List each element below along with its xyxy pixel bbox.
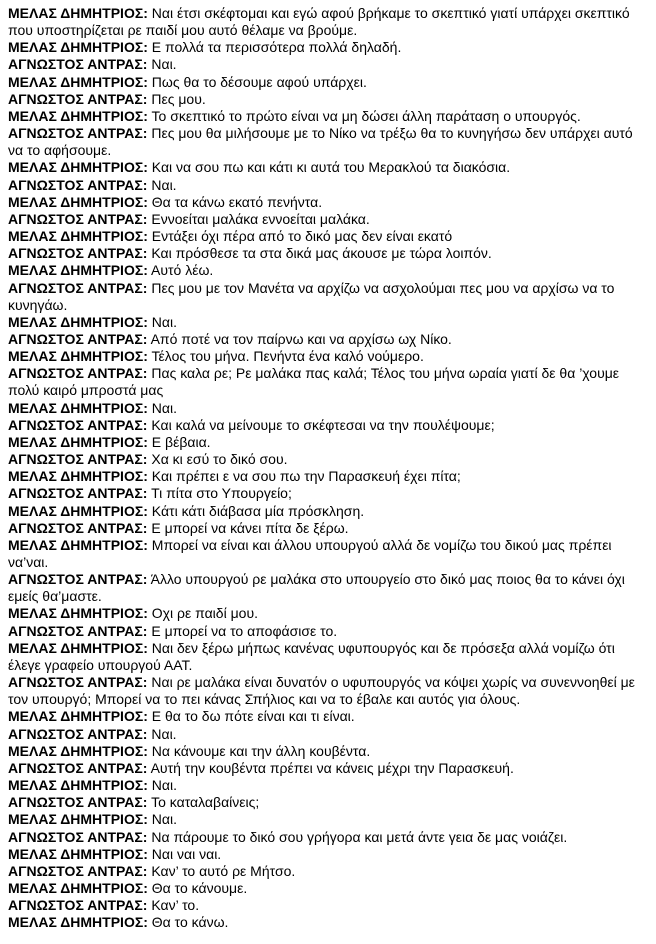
utterance-text: Ναι. [151, 176, 177, 193]
utterance-speaker: ΑΓΝΩΣΤΟΣ ΑΝΤΡΑΣ: [8, 125, 148, 142]
utterance [8, 159, 647, 176]
utterance-text: Θα το κάνω. [151, 914, 229, 931]
utterance [8, 777, 647, 794]
utterance [8, 348, 647, 365]
utterance-text: Μπορεί να είναι και άλλου υπουργού αλλά δε νομίζω του δικού μας πρέπει να’ναι. [8, 536, 612, 570]
utterance-speaker: ΜΕΛΑΣ ΔΗΜΗΤΡΙΟΣ: [8, 502, 148, 519]
utterance-text: Ε μπορεί να κάνει πίτα δε ξέρω. [151, 519, 349, 536]
utterance-speaker: ΑΓΝΩΣΤΟΣ ΑΝΤΡΑΣ: [8, 330, 148, 347]
utterance [8, 5, 647, 39]
utterance-text: Πως θα το δέσουμε αφού υπάρχει. [151, 73, 367, 90]
utterance-text: Ναι. [151, 811, 178, 828]
utterance-speaker: ΑΓΝΩΣΤΟΣ ΑΝΤΡΑΣ: [8, 622, 148, 639]
utterance-speaker: ΜΕΛΑΣ ΔΗΜΗΤΡΙΟΣ: [8, 228, 148, 245]
utterance-text: Ναι. [151, 777, 178, 794]
utterance [8, 623, 647, 640]
utterance-speaker: ΑΓΝΩΣΤΟΣ ΑΝΤΡΑΣ: [8, 485, 148, 502]
utterance-text: Χα κι εσύ το δικό σου. [151, 451, 288, 468]
utterance-text: Εννοείται μαλάκα εννοείται μαλάκα. [151, 210, 370, 227]
utterance [8, 880, 647, 897]
utterance-speaker: ΑΓΝΩΣΤΟΣ ΑΝΤΡΑΣ: [8, 828, 148, 845]
utterance-text: Ε μπορεί να το αποφάσισε το. [151, 622, 338, 639]
utterance-speaker: ΜΕΛΑΣ ΔΗΜΗΤΡΙΟΣ: [8, 107, 148, 124]
utterance [8, 177, 647, 194]
utterance-text: Θα το κάνουμε. [151, 879, 248, 896]
utterance-text: Ναι. [151, 313, 178, 330]
utterance-speaker: ΜΕΛΑΣ ΔΗΜΗΤΡΙΟΣ: [8, 605, 148, 622]
utterance [8, 520, 647, 537]
utterance [8, 39, 647, 56]
utterance-speaker: ΜΕΛΑΣ ΔΗΜΗΤΡΙΟΣ: [8, 313, 148, 330]
utterance-text: Και πρόσθεσε τα στα δικά μας άκουσε με τώρα λοιπόν. [151, 245, 492, 262]
utterance [8, 331, 647, 348]
utterance-speaker: ΑΓΝΩΣΤΟΣ ΑΝΤΡΑΣ: [8, 862, 148, 879]
utterance-text: Ε πολλά τα περισσότερα πολλά δηλαδή. [151, 39, 402, 56]
utterance-speaker: ΑΓΝΩΣΤΟΣ ΑΝΤΡΑΣ: [8, 176, 148, 193]
utterance-speaker: ΜΕΛΑΣ ΔΗΜΗΤΡΙΟΣ: [8, 742, 148, 759]
utterance-speaker: ΜΕΛΑΣ ΔΗΜΗΤΡΙΟΣ: [8, 348, 148, 365]
utterance-text: Τι πίτα στο Υπουργείο; [151, 485, 292, 502]
utterance-speaker: ΑΓΝΩΣΤΟΣ ΑΝΤΡΑΣ: [8, 416, 148, 433]
utterance-text: Το σκεπτικό το πρώτο είναι να μη δώσει άλλη παράταση ο υπουργός. [151, 107, 581, 124]
utterance [8, 262, 647, 279]
utterance-speaker: ΜΕΛΑΣ ΔΗΜΗΤΡΙΟΣ: [8, 639, 148, 656]
utterance-speaker: ΜΕΛΑΣ ΔΗΜΗΤΡΙΟΣ: [8, 811, 148, 828]
utterance [8, 245, 647, 262]
utterance-text: Πες μου με τον Μανέτα να αρχίζω να ασχολούμαι πες μου να αρχίσω να το κυνηγάω. [8, 279, 615, 313]
utterance [8, 400, 647, 417]
utterance-text: Να κάνουμε και την άλλη κουβέντα. [151, 742, 371, 759]
utterance-speaker: ΜΕΛΑΣ ΔΗΜΗΤΡΙΟΣ: [8, 914, 148, 931]
utterance [8, 417, 647, 434]
utterance-text: Ναι. [151, 725, 177, 742]
utterance-speaker: ΜΕΛΑΣ ΔΗΜΗΤΡΙΟΣ: [8, 879, 148, 896]
utterance-text: Ναι. [151, 399, 178, 416]
utterance-text: Τέλος του μήνα. Πενήντα ένα καλό νούμερο. [151, 348, 424, 365]
utterance [8, 451, 647, 468]
transcript-page [8, 5, 647, 931]
utterance-text: Να πάρουμε το δικό σου γρήγορα και μετά άντε γεια δε μας νοιάζει. [151, 828, 568, 845]
utterance-speaker: ΑΓΝΩΣΤΟΣ ΑΝΤΡΑΣ: [8, 674, 148, 691]
utterance-text: Οχι ρε παιδί μου. [151, 605, 258, 622]
utterance-speaker: ΑΓΝΩΣΤΟΣ ΑΝΤΡΑΣ: [8, 571, 148, 588]
utterance-text: Αυτή την κουβέντα πρέπει να κάνεις μέχρι την Παρασκευή. [150, 759, 514, 776]
utterance-speaker: ΜΕΛΑΣ ΔΗΜΗΤΡΙΟΣ: [8, 39, 148, 56]
utterance [8, 194, 647, 211]
utterance [8, 811, 647, 828]
utterance-text: Ναι έτσι σκέφτομαι και εγώ αφού βρήκαμε το σκεπτικό γιατί υπάρχει σκεπτικό που υποστηρίζεται ρε παιδί μου αυτό θέλαμε να βρούμε. [8, 5, 630, 39]
utterance-speaker: ΑΓΝΩΣΤΟΣ ΑΝΤΡΑΣ: [8, 90, 148, 107]
utterance [8, 571, 647, 605]
utterance-text: Το καταλαβαίνεις; [151, 794, 260, 811]
utterance [8, 211, 647, 228]
utterance-text: Εντάξει όχι πέρα από το δικό μας δεν είναι εκατό [151, 228, 453, 245]
utterance [8, 91, 647, 108]
utterance-speaker: ΑΓΝΩΣΤΟΣ ΑΝΤΡΑΣ: [8, 365, 148, 382]
utterance [8, 794, 647, 811]
utterance-text: Ναι ρε μαλάκα είναι δυνατόν ο υφυπουργός να κόψει χωρίς να συνεννοηθεί με τον υπουργό; Μπορεί να το πει κάνας Σπήλιος και να το έβαλε και αυτός για όλους. [8, 674, 635, 708]
utterance [8, 314, 647, 331]
utterance-speaker: ΑΓΝΩΣΤΟΣ ΑΝΤΡΑΣ: [8, 245, 148, 262]
utterance [8, 863, 647, 880]
utterance-text: Άλλο υπουργού ρε μαλάκα στο υπουργείο στο δικό μας ποιος θα το κάνει όχι εμείς θα’μαστε. [8, 571, 625, 605]
utterance-speaker: ΜΕΛΑΣ ΔΗΜΗΤΡΙΟΣ: [8, 777, 148, 794]
utterance-text: Και πρέπει ε να σου πω την Παρασκευή έχει πίτα; [151, 468, 461, 485]
utterance-speaker: ΜΕΛΑΣ ΔΗΜΗΤΡΙΟΣ: [8, 73, 148, 90]
utterance [8, 897, 647, 914]
utterance-speaker: ΑΓΝΩΣΤΟΣ ΑΝΤΡΑΣ: [8, 759, 148, 776]
utterance-speaker: ΑΓΝΩΣΤΟΣ ΑΝΤΡΑΣ: [8, 725, 148, 742]
utterance-text: Πες μου. [151, 90, 206, 107]
utterance-speaker: ΑΓΝΩΣΤΟΣ ΑΝΤΡΑΣ: [8, 451, 148, 468]
utterance [8, 846, 647, 863]
utterance [8, 640, 647, 674]
utterance-text: Καν’ το αυτό ρε Μήτσο. [151, 862, 296, 879]
utterance-text: Και να σου πω και κάτι κι αυτά του Μερακλού τα διακόσια. [151, 159, 511, 176]
utterance-speaker: ΜΕΛΑΣ ΔΗΜΗΤΡΙΟΣ: [8, 159, 148, 176]
utterance-speaker: ΑΓΝΩΣΤΟΣ ΑΝΤΡΑΣ: [8, 279, 148, 296]
utterance [8, 74, 647, 91]
utterance [8, 537, 647, 571]
utterance [8, 708, 647, 725]
utterance [8, 914, 647, 931]
utterance-text: Πας καλα ρε; Ρε μαλάκα πας καλά; Τέλος του μήνα ωραία γιατί δε θα ’χουμε πολύ καιρό μπροστά μας [8, 365, 620, 399]
utterance-speaker: ΜΕΛΑΣ ΔΗΜΗΤΡΙΟΣ: [8, 5, 148, 21]
utterance [8, 468, 647, 485]
utterance-text: Και καλά να μείνουμε το σκέφτεσαι να την πουλέψουμε; [151, 416, 495, 433]
utterance [8, 503, 647, 520]
utterance-speaker: ΜΕΛΑΣ ΔΗΜΗΤΡΙΟΣ: [8, 536, 148, 553]
utterance [8, 108, 647, 125]
utterance [8, 760, 647, 777]
utterance-speaker: ΜΕΛΑΣ ΔΗΜΗΤΡΙΟΣ: [8, 262, 148, 279]
transcript [8, 5, 647, 931]
utterance-speaker: ΑΓΝΩΣΤΟΣ ΑΝΤΡΑΣ: [8, 794, 148, 811]
utterance [8, 280, 647, 314]
utterance [8, 485, 647, 502]
utterance-text: Ε θα το δω πότε είναι και τι είναι. [151, 708, 355, 725]
utterance-text: Ναι ναι ναι. [151, 845, 222, 862]
utterance-text: Κάτι κάτι διάβασα μία πρόσκληση. [151, 502, 365, 519]
utterance-speaker: ΜΕΛΑΣ ΔΗΜΗΤΡΙΟΣ: [8, 193, 148, 210]
utterance [8, 56, 647, 73]
utterance-text: Καν’ το. [151, 897, 200, 914]
utterance-speaker: ΜΕΛΑΣ ΔΗΜΗΤΡΙΟΣ: [8, 433, 148, 450]
utterance-speaker: ΑΓΝΩΣΤΟΣ ΑΝΤΡΑΣ: [8, 210, 148, 227]
utterance [8, 434, 647, 451]
utterance-text: Από ποτέ να τον παίρνω και να αρχίσω ωχ Νίκο. [150, 330, 452, 347]
utterance-text: Ναι δεν ξέρω μήπως κανένας υφυπουργός και δε πρόσεξα αλλά νομίζω ότι έλεγε γραφείο υπουργού ΑΑΤ. [8, 639, 615, 673]
utterance-text: Αυτό λέω. [151, 262, 214, 279]
utterance [8, 743, 647, 760]
utterance-speaker: ΜΕΛΑΣ ΔΗΜΗΤΡΙΟΣ: [8, 399, 148, 416]
utterance [8, 674, 647, 708]
utterance [8, 829, 647, 846]
utterance-speaker: ΑΓΝΩΣΤΟΣ ΑΝΤΡΑΣ: [8, 56, 148, 73]
utterance [8, 125, 647, 159]
utterance-speaker: ΜΕΛΑΣ ΔΗΜΗΤΡΙΟΣ: [8, 468, 148, 485]
utterance-speaker: ΑΓΝΩΣΤΟΣ ΑΝΤΡΑΣ: [8, 897, 148, 914]
utterance [8, 605, 647, 622]
utterance-text: Πες μου θα μιλήσουμε με το Νίκο να τρέξω θα το κυνηγήσω δεν υπάρχει αυτό να το αφήσουμε. [8, 125, 633, 159]
utterance [8, 365, 647, 399]
utterance-text: Θα τα κάνω εκατό πενήντα. [151, 193, 323, 210]
utterance [8, 726, 647, 743]
utterance-speaker: ΜΕΛΑΣ ΔΗΜΗΤΡΙΟΣ: [8, 845, 148, 862]
utterance-speaker: ΜΕΛΑΣ ΔΗΜΗΤΡΙΟΣ: [8, 708, 148, 725]
utterance [8, 228, 647, 245]
utterance-speaker: ΑΓΝΩΣΤΟΣ ΑΝΤΡΑΣ: [8, 519, 148, 536]
utterance-text: Ναι. [151, 56, 177, 73]
utterance-text: Ε βέβαια. [151, 433, 211, 450]
